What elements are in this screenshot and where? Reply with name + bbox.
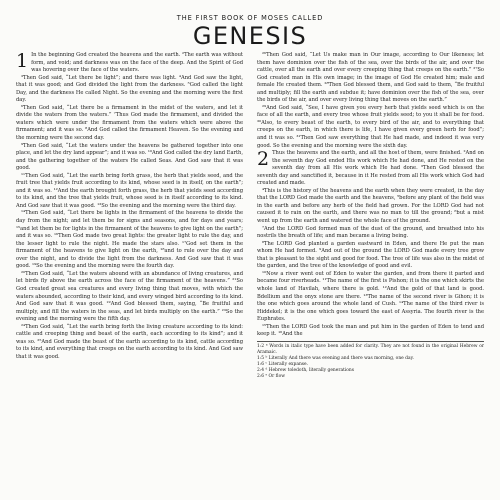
chapter-number: 2: [257, 148, 270, 171]
footnote: 1:6 ᶜ Literally expanse.: [257, 362, 309, 368]
paragraph: ²⁰Then God said, “Let the waters abound with an abundance of living creatures, and let birds fly above the earth across the face of the firmament of the heavens.” ²¹So God created great sea creatures and every living thing that moves, with which the waters abounded, according to their kind, and every winged bird according to its kind. And God saw that it was good. ²²And God blessed them, saying, “Be fruitful and multiply, and fill the waters in the seas, and let birds multiply on the earth.” ²³So the evening and the morning were the fifth day.: [16, 270, 243, 323]
book-subtitle: THE FIRST BOOK OF MOSES CALLED: [176, 14, 324, 22]
footnote: 2:4 ᵈ Hebrew toledoth, literally generations: [257, 368, 354, 374]
paragraph: ³Then God said, “Let there be light”; and there was light. ⁴And God saw the light, that it was good; and God divided the light from the darkness. ⁵God called the light Day, and the darkness He called Night. So the evening and the morning were the first day.: [16, 74, 243, 104]
paragraph: ⁸The LORD God planted a garden eastward in Eden, and there He put the man whom He had formed. ⁹And out of the ground the LORD God made every tree grow that is pleasant to the sight and good for food. The tree of life was also in the midst of the garden, and the tree of the knowledge of good and evil.: [257, 240, 484, 270]
left-column: [16, 52, 243, 492]
paragraph: ²⁴Then God said, “Let the earth bring forth the living creature according to its kind: cattle and creeping thing and beast of the earth, each according to its kind”; and it was so. ²⁵And God made the beast of the earth according to its kind, cattle according to its kind, and everything that creeps on the earth according to its kind. And God saw that it was good.: [16, 323, 243, 360]
paragraph: ²⁶Then God said, “Let Us make man in Our image, according to Our likeness; let them have dominion over the fish of the sea, over the birds of the air, and over the cattle, over all the earth and over every creeping thing that creeps on the earth.” ²⁷So God created man in His own image; in the image of God He created him; male and female He created them. ²⁸Then God blessed them, and God said to them, “Be fruitful and multiply; fill the earth and subdue it; have dominion over the fish of the sea, over the birds of the air, and over every living thing that moves on the earth.”: [257, 52, 484, 104]
page-header: [16, 13, 484, 49]
paragraph: [16, 52, 243, 75]
footnote: 1:5 ᵇ Literally And there was evening and there was morning, one day.: [257, 355, 414, 361]
footnote: 1:2 ᵃ Words in italic type have been added for clarity. They are not found in the original Hebrew or Aramaic.: [257, 343, 484, 355]
paragraph: ⁴This is the history of the heavens and the earth when they were created, in the day that the LORD God made the earth and the heavens, ⁵before any plant of the field was in the earth and before any herb of the field had grown. For the LORD God had not caused it to rain on the earth, and there was no man to till the ground; ⁶but a mist went up from the earth and watered the whole face of the ground.: [257, 187, 484, 225]
paragraph: ¹¹Then God said, “Let the earth bring forth grass, the herb that yields seed, and the fruit tree that yields fruit according to its kind, whose seed is in itself, on the earth”; and it was so. ¹²And the earth brought forth grass, the herb that yields seed according to its kind, and the tree that yields fruit, whose seed is in itself according to its kind. And God saw that it was good. ¹³So the evening and the morning were the third day.: [16, 172, 243, 209]
paragraph: ¹⁵Then the LORD God took the man and put him in the garden of Eden to tend and keep it. ¹⁶And the: [257, 323, 484, 338]
right-column: [257, 52, 484, 492]
text-columns: [16, 52, 484, 492]
paragraph: [257, 150, 484, 188]
footnote: 2:6 ᵉ Or flow: [257, 374, 285, 380]
paragraph: ⁶Then God said, “Let there be a firmament in the midst of the waters, and let it divide the waters from the waters.” ⁷Thus God made the firmament, and divided the waters which were under the firmament from the waters which were above the firmament; and it was so. ⁸And God called the firmament Heaven. So the evening and the morning were the second day.: [16, 104, 243, 142]
paragraph: ¹⁰Now a river went out of Eden to water the garden, and from there it parted and became four riverheads. ¹¹The name of the first is Pishon; it is the one which skirts the whole land of Havilah, where there is gold. ¹²And the gold of that land is good. Bdellium and the onyx stone are there. ¹³The name of the second river is Gihon; it is the one which goes around the whole land of Cush. ¹⁴The name of the third river is Hiddekel; it is the one which goes toward the east of Assyria. The fourth river is the Euphrates.: [257, 270, 484, 323]
footnotes: [257, 341, 484, 381]
paragraph: ¹⁴Then God said, “Let there be lights in the firmament of the heavens to divide the day from the night; and let them be for signs and seasons, and for days and years; ¹⁵and let them be for lights in the firmament of the heavens to give light on the earth”; and it was so. ¹⁶Then God made two great lights: the greater light to rule the day, and the lesser light to rule the night. He made the stars also. ¹⁷God set them in the firmament of the heavens to give light on the earth, ¹⁸and to rule over the day and over the night, and to divide the light from the darkness. And God saw that it was good. ¹⁹So the evening and the morning were the fourth day.: [16, 210, 243, 270]
paragraph: ⁷And the LORD God formed man of the dust of the ground, and breathed into his nostrils the breath of life; and man became a living being.: [257, 225, 484, 240]
paragraph: ²⁹And God said, “See, I have given you every herb that yields seed which is on the face of all the earth, and every tree whose fruit yields seed; to you it shall be for food. ³⁰Also, to every beast of the earth, to every bird of the air, and to everything that creeps on the earth, in which there is life, I have given every green herb for food”; and it was so. ³¹Then God saw everything that He had made, and indeed it was very good. So the evening and the morning were the sixth day.: [257, 104, 484, 149]
paragraph: ⁹Then God said, “Let the waters under the heavens be gathered together into one place, and let the dry land appear”; and it was so. ¹⁰And God called the dry land Earth, and the gathering together of the waters He called Seas. And God saw that it was good.: [16, 142, 243, 172]
chapter-number: 1: [16, 52, 29, 72]
paragraph-text: Thus the heavens and the earth, and all the host of them, were finished. ²And on the seventh day God ended His work which He had done, and He rested on the seventh day from all His work which He had done. ³Then God blessed the seventh day and sanctified it, because in it He rested from all His work which God had created and made.: [257, 150, 484, 187]
paragraph-text: In the beginning God created the heavens and the earth. ²The earth was without form, and void; and darkness was on the face of the deep. And the Spirit of God was hovering over the face of the waters.: [31, 52, 243, 74]
book-title: GENESIS: [192, 22, 308, 50]
